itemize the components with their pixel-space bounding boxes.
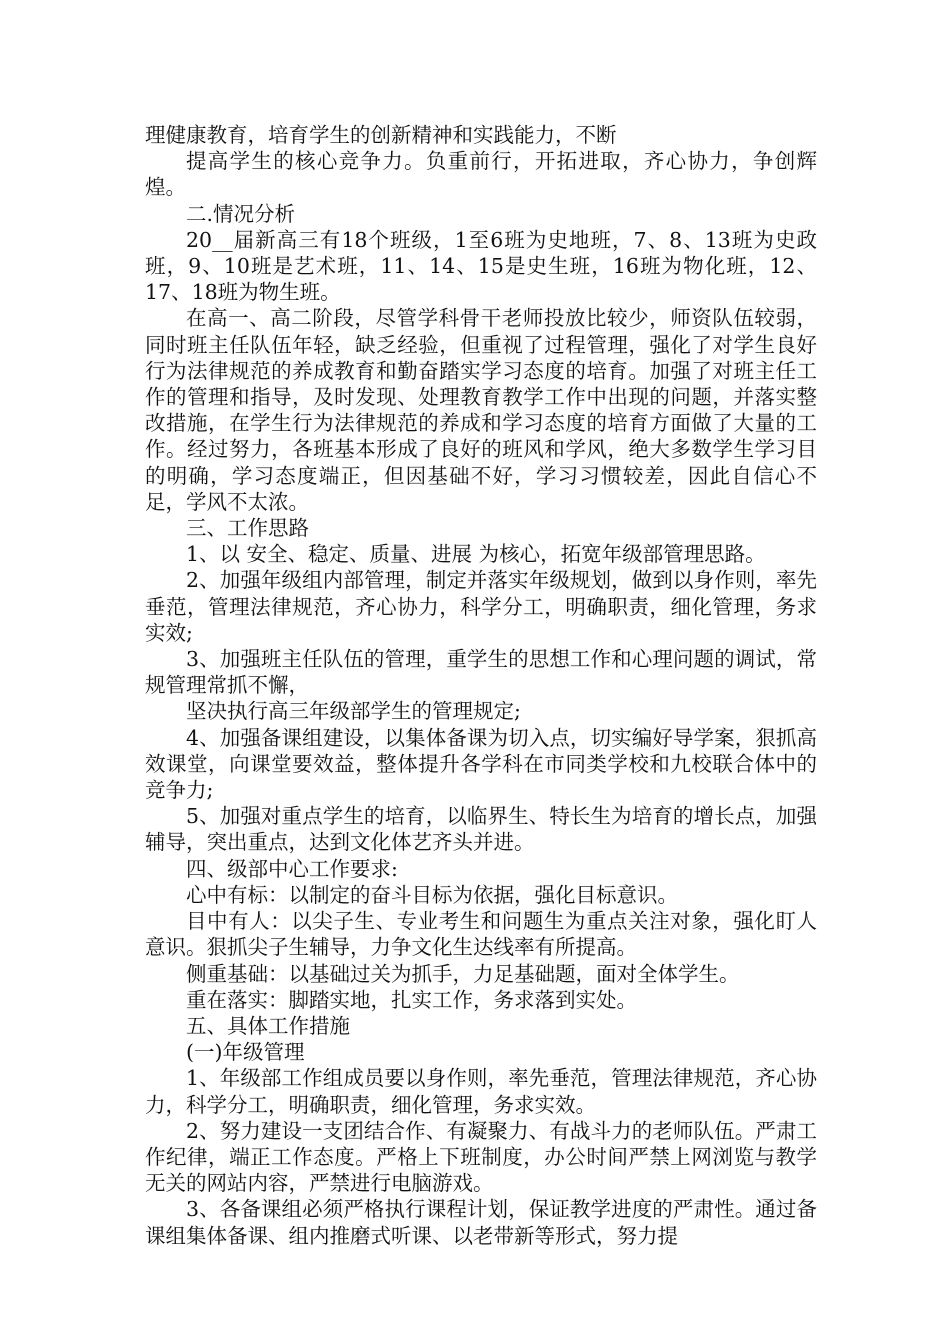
list-item: 3、加强班主任队伍的管理，重学生的思想工作和心理问题的调试，常规管理常抓不懈，: [145, 647, 817, 698]
paragraph: 目中有人：以尖子生、专业考生和问题生为重点关注对象，强化盯人意识。狠抓尖子生辅导，力争文化生达线率有所提高。: [145, 909, 817, 960]
paragraph: 20__届新高三有18个班级，1至6班为史地班，7、8、13班为史政班，9、10班是艺术班，11、14、15是史生班，16班为物化班，12、17、18班为物生班。: [145, 227, 817, 305]
paragraph: 提高学生的核心竞争力。负重前行，开拓进取，齐心协力，争创辉煌。: [145, 149, 817, 200]
paragraph: 坚决执行高三年级部学生的管理规定;: [186, 699, 521, 724]
list-item: 1、以 安全、稳定、质量、进展 为核心，拓宽年级部管理思路。: [186, 542, 766, 567]
document-body: [145, 122, 817, 1249]
list-item: 1、年级部工作组成员要以身作则，率先垂范，管理法律规范，齐心协力，科学分工，明确职责，细化管理，务求实效。: [145, 1066, 817, 1117]
list-item: 2、加强年级组内部管理，制定并落实年级规划，做到以身作则，率先垂范，管理法律规范，齐心协力，科学分工，明确职责，细化管理，务求实效;: [145, 568, 817, 645]
list-item: 4、加强备课组建设，以集体备课为切入点，切实编好导学案，狠抓高效课堂，向课堂要效益，整体提升各学科在市同类学校和九校联合体中的竞争力;: [145, 725, 817, 803]
section-heading: 五、具体工作措施: [186, 1013, 350, 1038]
paragraph: 侧重基础：以基础过关为抓手，力足基础题，面对全体学生。: [186, 961, 740, 986]
list-item: 3、各备课组必须严格执行课程计划，保证教学进度的严肃性。通过备课组集体备课、组内推磨式听课、以老带新等形式，努力提: [145, 1197, 817, 1248]
section-heading: 四、级部中心工作要求:: [186, 856, 398, 881]
paragraph: 理健康教育，培育学生的创新精神和实践能力，不断: [145, 123, 617, 147]
subsection-heading: (一)年级管理: [186, 1040, 305, 1065]
paragraph: 重在落实：脚踏实地，扎实工作，务求落到实处。: [186, 987, 637, 1012]
list-item: 5、加强对重点学生的培育，以临界生、特长生为培育的增长点，加强辅导，突出重点，达到文化体艺齐头并进。: [145, 804, 817, 855]
section-heading: 三、工作思路: [186, 516, 309, 541]
paragraph: 在高一、高二阶段，尽管学科骨干老师投放比较少，师资队伍较弱，同时班主任队伍年轻，缺乏经验，但重视了过程管理，强化了对学生良好行为法律规范的养成教育和勤奋踏实学习态度的培育。加强了对班主任工作的管理和指导，及时发现、处理教育教学工作中出现的问题，并落实整改措施，在学生行为法律规范的养成和学习态度的培育方面做了大量的工作。经过努力，各班基本形成了良好的班风和学风，绝大多数学生学习目的明确，学习态度端正，但因基础不好，学习习惯较差，因此自信心不足，学风不太浓。: [145, 306, 817, 514]
paragraph: 心中有标：以制定的奋斗目标为依据，强化目标意识。: [186, 882, 678, 907]
section-heading: 二.情况分析: [186, 201, 296, 226]
list-item: 2、努力建设一支团结合作、有凝聚力、有战斗力的老师队伍。严肃工作纪律，端正工作态度。严格上下班制度，办公时间严禁上网浏览与教学无关的网站内容，严禁进行电脑游戏。: [145, 1118, 817, 1196]
